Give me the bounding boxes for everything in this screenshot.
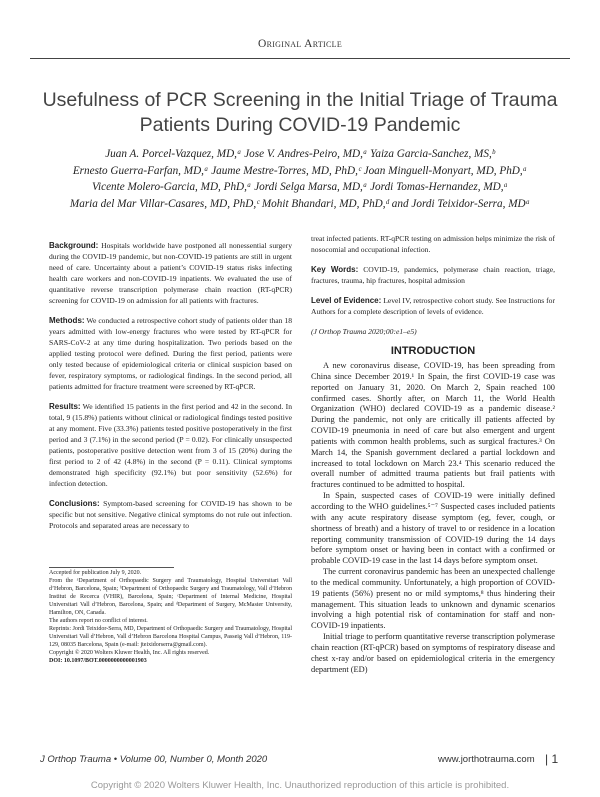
author-list [20, 146, 580, 212]
abstract-evidence: Level of Evidence: Level IV, retrospective cohort study. See Instructions for Authors for a complete description of levels of evidence. [311, 296, 556, 316]
footnote-doi: DOI: 10.1097/BOT.0000000000001903 [49, 658, 147, 664]
intro-paragraph: A new coronavirus disease, COVID-19, has been spreading from China since December 2019.¹ In Spain, the first COVID-19 case was reported on January 31, 2020. On March 2, Spain reached 100 confirmed cases. Shortly after, on March 11, the World Health Organization (WHO) declared COVID-19 as a pandemic disease.² During the pandemic, not only are critically ill patients affected by COVID-19 pneumonia in need of care but also emergent and urgent patients with common health problems, such as surgical fractures.³ On March 14, the Spanish government declared a partial lockdown and increased to total lockdown on March 23.⁴ This scenario reduced the overall number of admitted trauma patients but frail patients with fractures continued to be admitted to hospital. [311, 361, 555, 490]
footnotes [49, 569, 292, 665]
footnote-affiliations: From the ᵃDepartment of Orthopaedic Surgery and Traumatology, Hospital Universitari Vall d’Hebron, Barcelona, Spain; ᵇDepartment of Orthopaedic Surgery and Traumatology, Vall d’Hebron Institut de Recerca (VHIR), Barcelona, Spain; ᶜDepartment of Internal Medicine, Hospital Universitari Vall d’Hebron, Barcelona, Spain; and ᵈDepartment of Surgery, McMaster University, Hamilton, ON, Canada. [49, 578, 292, 616]
abstract-left-column [49, 240, 292, 540]
abstract-keywords: Key Words: COVID-19, pandemics, polymerase chain reaction, triage, fractures, trauma, hip fractures, hospital admission [311, 265, 556, 285]
intro-paragraph: Initial triage to perform quantitative reverse transcription polymerase chain reaction (RT-qPCR) based on symptoms of respiratory disease and chest x-ray and/or based on epidemiological criteria in the emergency department (ED) [311, 632, 555, 674]
section-label: Original Article [257, 38, 343, 50]
copyright-notice: Copyright © 2020 Wolters Kluwer Health, Inc. Unauthorized reproduction of this article is prohibited. [90, 780, 510, 791]
footnote-accepted: Accepted for publication July 9, 2020. [49, 570, 142, 576]
author-line: Maria del Mar Villar-Casares, MD, PhD,ᶜ Mohit Bhandari, MD, PhD,ᵈ and Jordi Teixidor-Serra, MDᵃ [69, 197, 531, 210]
header-divider [30, 58, 570, 59]
abstract-methods: Methods: We conducted a retrospective cohort study of patients older than 18 years admitted with low-energy fractures who were tested by RT-qPCR for SARS-CoV-2 at any time during hospitalization. Two periods based on the applied testing protocol were defined. During the first period, patients were only tested because of epidemiological criteria or clinical suspicion based on fever, respiratory symptoms, or radiological findings. In the second period, all patients admitted for fracture treatment were screened by RT-qPCR. [49, 316, 292, 391]
abstract-results: Results: We identified 15 patients in the first period and 42 in the second. In total, 9 (15.8%) patients without clinical or radiological findings tested positive at any moment. Five (33.3%) patients tested positive postoperatively in the first period and 3 (7.1%) in the second period (P = 0.02). For clinically unsuspected patients, postoperative positive detection went from 3 of 15 (20%) during the first period to 2 of 42 (4.8%) in the second (P = 0.11). Clinical symptoms demonstrated high specificity (92.1%) but poor sensitivity (52.6%) for infection detection. [49, 402, 292, 488]
footnote-conflict: The authors report no conflict of interest. [49, 618, 148, 624]
author-line: Vicente Molero-Garcia, MD, PhD,ᵃ Jordi Selga Marsa, MD,ᵃ Jordi Tomas-Hernandez, MD,ᵃ [92, 181, 508, 193]
introduction-body [311, 361, 555, 675]
footer-url-link[interactable]: www.jorthotrauma.com [438, 754, 535, 765]
footer-journal-info: J Orthop Trauma • Volume 00, Number 0, Month 2020 [40, 754, 268, 765]
footnote-reprints: Reprints: Jordi Teixidor-Serra, MD, Department of Orthopaedic Surgery and Traumatology, Hospital Universitari Vall d’Hebron, Vall d’Hebron Barcelona Hospital Campus, Passeig Vall d’Hebron, 119-129, 08035 Barcelona, Spain (e-mail: jteixidorserra@gmail.com). [49, 626, 292, 648]
author-line: Juan A. Porcel-Vazquez, MD,ᵃ Jose V. Andres-Peiro, MD,ᵃ Yaiza Garcia-Sanchez, MS,ᵇ [105, 148, 495, 160]
footnote-copyright: Copyright © 2020 Wolters Kluwer Health, Inc. All rights reserved. [49, 650, 210, 656]
abstract-conclusions-continued: treat infected patients. RT-qPCR testing on admission helps minimize the risk of nosocomial and occupational infection. [311, 234, 555, 254]
footnote-divider [49, 567, 174, 568]
right-column [311, 233, 555, 675]
author-line: Ernesto Guerra-Farfan, MD,ᵃ Jaume Mestre-Torres, MD, PhD,ᶜ Joan Minguell-Monyart, MD, PhD,ᵃ [72, 164, 528, 177]
intro-paragraph: The current coronavirus pandemic has been an unexpected challenge to the medical community. Unfortunately, a high proportion of COVID-19 patients (56%) present no or mild symptoms,⁸ thus hindering their management. This situation leads to unknown and dynamic scenarios involving a high potential risk of contamination for staff and non-COVID-19 inpatients. [311, 567, 555, 631]
article-title: Usefulness of PCR Screening in the Initial Triage of Trauma Patients During COVID-19 Pandemic [42, 89, 558, 136]
introduction-heading: INTRODUCTION [390, 345, 476, 357]
intro-paragraph: In Spain, suspected cases of COVID-19 were initially defined according to the WHO guidelines.⁵⁻⁷ Suspected cases included patients with any acute respiratory disease symptom (eg, fever, cough, or shortness of breath) and a history of travel to or residence in a location reporting community transmission of COVID-19 during the 14 days before symptom onset or having been in contact with a confirmed or probable COVID-19 case in the last 14 days before symptom onset. [311, 491, 555, 566]
abstract-conclusions: Conclusions: Symptom-based screening for COVID-19 has shown to be specific but not sensitive. Negative clinical symptoms do not rule out infection. Protocols and separated areas are necessary to [49, 499, 292, 530]
citation: (J Orthop Trauma 2020;00:e1–e5) [311, 327, 417, 336]
abstract-background: Background: Hospitals worldwide have postponed all nonessential surgery during the COVID-19 pandemic, but non-COVID-19 patients are still in urgent need of care. Uncertainty about a patient’s COVID-19 status risks infecting health care workers and non-COVID-19 inpatients. We evaluated the use of quantitative reverse transcription polymerase chain reaction (RT-qPCR) screening for COVID-19 on admission for all patients with fractures. [49, 241, 293, 305]
page-number: | 1 [545, 752, 559, 766]
